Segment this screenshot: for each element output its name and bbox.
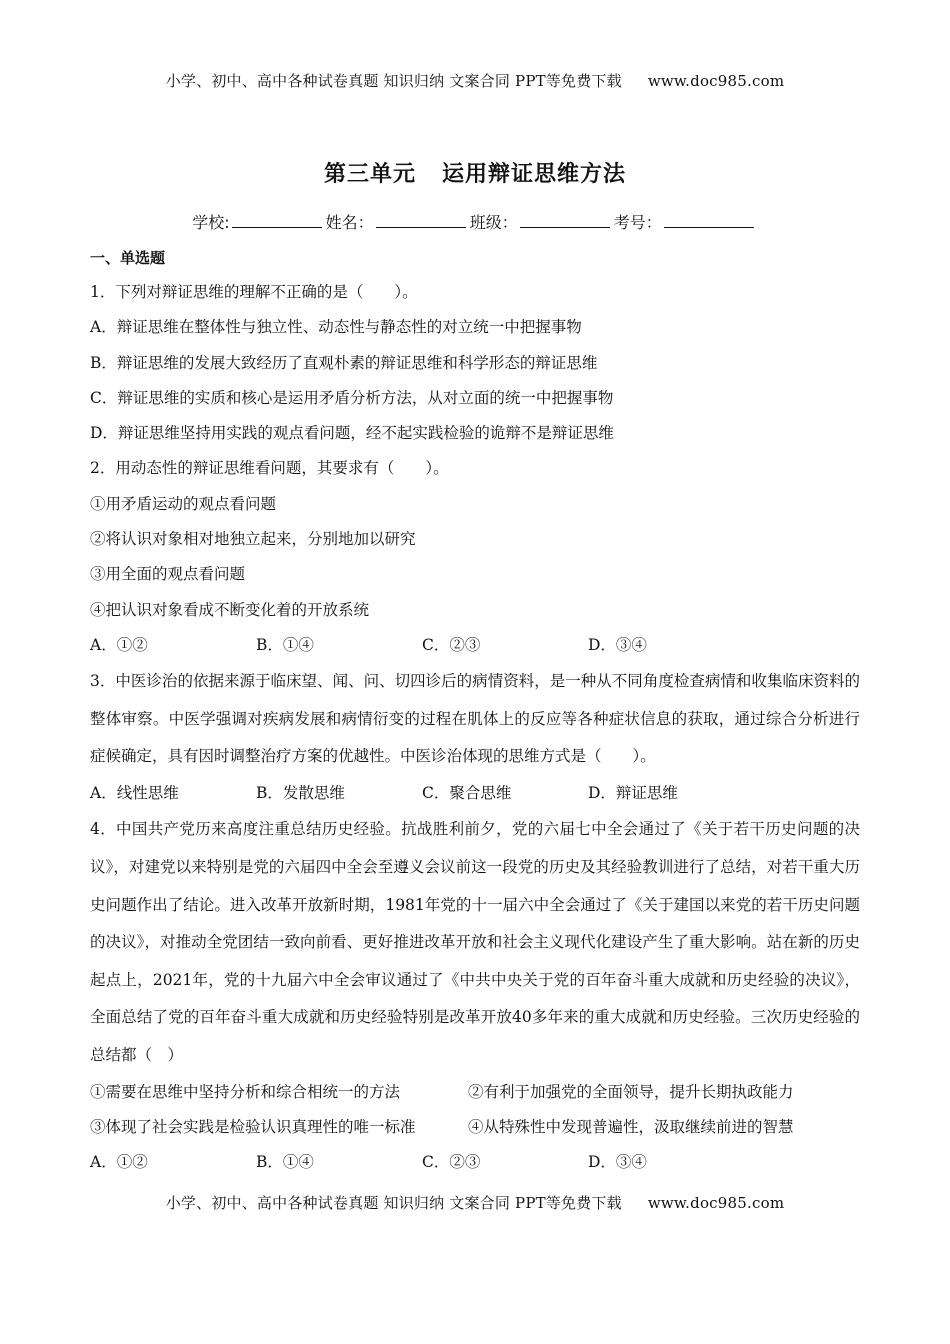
question-3-option-b: B．发散思维 [256, 784, 345, 803]
page-header [0, 70, 950, 91]
question-4-options [90, 1145, 860, 1180]
title-unit: 第三单元 [323, 162, 416, 187]
header-url[interactable]: www.doc985.com [647, 72, 785, 90]
name-blank [376, 213, 466, 228]
question-2-statement-4: ④把认识对象看成不断变化着的开放系统 [90, 600, 370, 619]
question-content [90, 245, 860, 1180]
question-4-stem: 4．中国共产党历来高度注重总结历史经验。抗战胜利前夕，党的六届七中全会通过了《关于若干历史问题的决议》，对建党以来特别是党的六届四中全会至遵义会议前这一段党的历史及其经验教训进行了总结，对若干重大历史问题作出了结论。进入改革开放新时期，1981年党的十一届六中全会通过了《关于建国以来党的若干历史问题的决议》，对推动全党团结一致向前看、更好推进改革开放和社会主义现代化建设产生了重大影响。站在新的历史起点上，2021年，党的十九届六中全会审议通过了《中共中央关于党的百年奋斗重大成就和历史经验的决议》，全面总结了党的百年奋斗重大成就和历史经验特别是改革开放40多年来的重大成就和历史经验。三次历史经验的总结都（ ） [90, 820, 860, 1064]
class-blank [520, 213, 610, 228]
question-1-option-a: A．辩证思维在整体性与独立性、动态性与静态性的对立统一中把握事物 [90, 318, 582, 337]
question-4-option-a: A．①② [90, 1153, 148, 1172]
question-1-option-b: B．辩证思维的发展大致经历了直观朴素的辩证思维和科学形态的辩证思维 [90, 353, 598, 372]
question-3-options [90, 776, 860, 811]
class-label: 班级： [469, 213, 518, 232]
school-label: 学校: [192, 213, 230, 232]
question-3-option-a: A．线性思维 [90, 784, 179, 803]
question-2-statement-1: ①用矛盾运动的观点看问题 [90, 494, 277, 513]
footer-text: 小学、初中、高中各种试卷真题 知识归纳 文案合同 PPT等免费下载 [165, 1194, 622, 1212]
question-3-option-d: D．辩证思维 [588, 784, 678, 803]
question-1-option-d: D．辩证思维坚持用实践的观点看问题，经不起实践检验的诡辩不是辩证思维 [90, 424, 614, 443]
page-title [0, 157, 950, 188]
question-2-stem: 2．用动态性的辩证思维看问题，其要求有（ ）。 [90, 459, 449, 478]
question-2-option-a: A．①② [90, 635, 148, 654]
title-name: 运用辩证思维方法 [442, 162, 627, 187]
question-1-option-c: C．辩证思维的实质和核心是运用矛盾分析方法，从对立面的统一中把握事物 [90, 388, 614, 407]
question-4-option-b: B．①④ [256, 1153, 314, 1172]
question-2 [90, 451, 860, 663]
question-1-stem: 1．下列对辩证思维的理解不正确的是（ ）。 [90, 283, 418, 301]
question-4-option-c: C．②③ [422, 1153, 481, 1172]
question-4-option-d: D．③④ [588, 1153, 647, 1172]
question-2-option-d: D．③④ [588, 635, 647, 654]
school-blank [232, 213, 322, 228]
question-3 [90, 663, 860, 811]
question-2-statement-2: ②将认识对象相对地独立起来，分别地加以研究 [90, 530, 416, 549]
question-4-statement-4: ④从特殊性中发现普遍性，汲取继续前进的智慧 [468, 1117, 794, 1136]
question-2-option-c: C．②③ [422, 635, 481, 654]
page-footer [0, 1192, 950, 1213]
question-3-stem: 3．中医诊治的依据来源于临床望、闻、问、切四诊后的病情资料，是一种从不同角度检查病情和收集临床资料的整体审察。中医学强调对疾病发展和病情衍变的过程在肌体上的反应等各种症状信息的获取，通过综合分析进行症候确定，具有因时调整治疗方案的优越性。中医诊治体现的思维方式是（ ）。 [90, 672, 860, 766]
question-4-statement-3: ③体现了社会实践是检验认识真理性的唯一标准 [90, 1117, 416, 1136]
number-blank [664, 213, 754, 228]
question-3-option-c: C．聚合思维 [422, 784, 512, 803]
question-2-options [90, 628, 860, 663]
question-4-statement-1: ①需要在思维中坚持分析和综合相统一的方法 [90, 1082, 401, 1101]
question-2-option-b: B．①④ [256, 635, 314, 654]
number-label: 考号： [613, 213, 662, 232]
student-info-line [0, 210, 950, 233]
section-heading: 一、单选题 [90, 249, 166, 267]
question-1 [90, 275, 860, 451]
question-4-statements-row-2 [90, 1110, 860, 1145]
question-4-statement-2: ②有利于加强党的全面领导，提升长期执政能力 [468, 1082, 794, 1101]
question-4 [90, 811, 860, 1180]
question-4-statements-row-1 [90, 1075, 860, 1110]
header-text: 小学、初中、高中各种试卷真题 知识归纳 文案合同 PPT等免费下载 [165, 72, 622, 90]
name-label: 姓名： [325, 213, 374, 232]
question-2-statement-3: ③用全面的观点看问题 [90, 565, 246, 584]
footer-url[interactable]: www.doc985.com [647, 1194, 785, 1212]
